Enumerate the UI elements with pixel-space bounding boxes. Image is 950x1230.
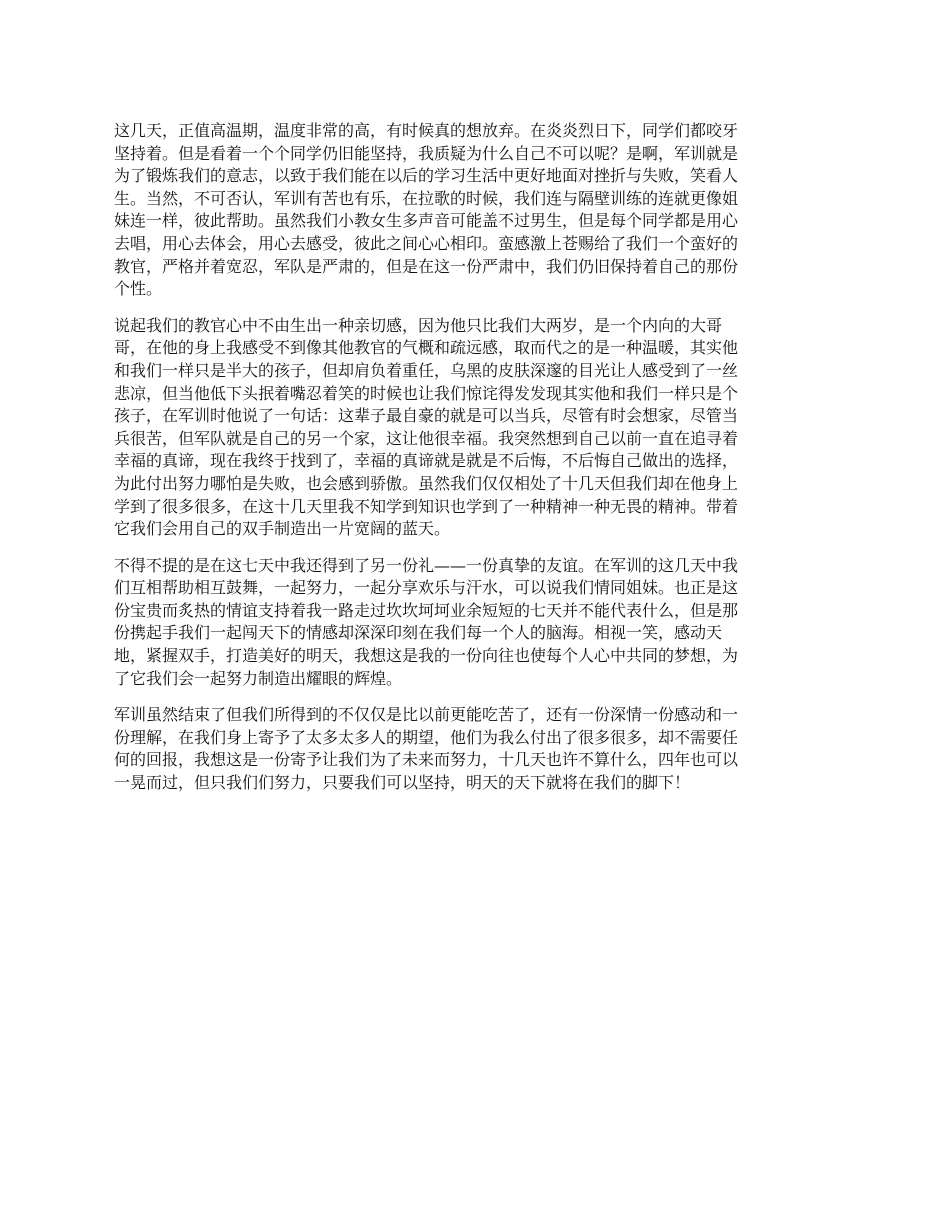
text-line: 军训虽然结束了但我们所得到的不仅仅是比以前更能吃苦了，还有一份深情一份感动和一 — [114, 705, 739, 725]
text-line: 为此付出努力哪怕是失败，也会感到骄傲。虽然我们仅仅相处了十几天但我们却在他身上 — [114, 473, 739, 493]
paragraph-2 — [114, 315, 842, 541]
text-line: 孩子，在军训时他说了一句话：这辈子最自豪的就是可以当兵，尽管有时会想家，尽管当 — [114, 406, 739, 426]
text-line: 说起我们的教官心中不由生出一种亲切感，因为他只比我们大两岁，是一个内向的大哥 — [114, 315, 723, 335]
text-line: 幸福的真谛，现在我终于找到了，幸福的真谛就是就是不后悔，不后悔自己做出的选择， — [114, 451, 739, 471]
text-line: 份理解，在我们身上寄予了太多太多人的期望，他们为我么付出了很多很多，却不需要任 — [114, 727, 739, 747]
text-line: 兵很苦，但军队就是自己的另一个家，这让他很幸福。我突然想到自己以前一直在追寻着 — [114, 428, 739, 448]
text-line: 哥，在他的身上我感受不到像其他教官的气概和疏远感，取而代之的是一种温暖，其实他 — [114, 338, 739, 358]
text-line: 一晃而过，但只我们们努力，只要我们可以坚持，明天的天下就将在我们的脚下！ — [114, 773, 691, 793]
text-line: 教官，严格并着宽忍，军队是严肃的，但是在这一份严肃中，我们仍旧保持着自己的那份 — [114, 256, 739, 276]
document-body — [114, 120, 842, 809]
text-line: 它我们会用自己的双手制造出一片宽阔的蓝天。 — [114, 519, 451, 539]
text-line: 为了锻炼我们的意志，以致于我们能在以后的学习生活中更好地面对挫折与失败，笑看人 — [114, 166, 739, 186]
text-line: 了它我们会一起努力制造出耀眼的辉煌。 — [114, 668, 403, 688]
text-line: 生。当然，不可否认，军训有苦也有乐，在拉歌的时候，我们连与隔壁训练的连就更像姐 — [114, 188, 739, 208]
text-line: 不得不提的是在这七天中我还得到了另一份礼——一份真挚的友谊。在军训的这几天中我 — [114, 555, 739, 575]
text-line: 们互相帮助相互鼓舞，一起努力，一起分享欢乐与汗水，可以说我们情同姐妹。也正是这 — [114, 578, 739, 598]
text-line: 妹连一样，彼此帮助。虽然我们小教女生多声音可能盖不过男生，但是每个同学都是用心 — [114, 211, 739, 231]
text-line: 和我们一样只是半大的孩子，但却肩负着重任，乌黑的皮肤深邃的目光让人感受到了一丝 — [114, 360, 739, 380]
text-line: 这几天，正值高温期，温度非常的高，有时候真的想放弃。在炎炎烈日下，同学们都咬牙 — [114, 121, 739, 140]
text-line: 份携起手我们一起闯天下的情感却深深印刻在我们每一个人的脑海。相视一笑，感动天 — [114, 623, 723, 643]
paragraph-3 — [114, 555, 842, 691]
text-line: 个性。 — [114, 279, 163, 299]
text-line: 份宝贵而炙热的情谊支持着我一路走过坎坎坷坷业余短短的七天并不能代表什么，但是那 — [114, 600, 739, 620]
text-line: 地，紧握双手，打造美好的明天，我想这是我的一份向往也使每个人心中共同的梦想，为 — [114, 646, 739, 666]
text-line: 坚持着。但是看着一个个同学仍旧能坚持，我质疑为什么自己不可以呢？是啊，军训就是 — [114, 143, 739, 163]
text-line: 去唱，用心去体会，用心去感受，彼此之间心心相印。蛮感激上苍赐给了我们一个蛮好的 — [114, 233, 739, 253]
text-line: 悲凉，但当他低下头抿着嘴忍着笑的时候也让我们惊诧得发发现其实他和我们一样只是个 — [114, 383, 739, 403]
paragraph-4 — [114, 704, 842, 794]
text-line: 何的回报，我想这是一份寄予让我们为了未来而努力，十几天也许不算什么，四年也可以 — [114, 750, 739, 770]
text-line: 学到了很多很多，在这十几天里我不知学到知识也学到了一种精神一种无畏的精神。带着 — [114, 496, 739, 516]
paragraph-1 — [114, 120, 842, 301]
